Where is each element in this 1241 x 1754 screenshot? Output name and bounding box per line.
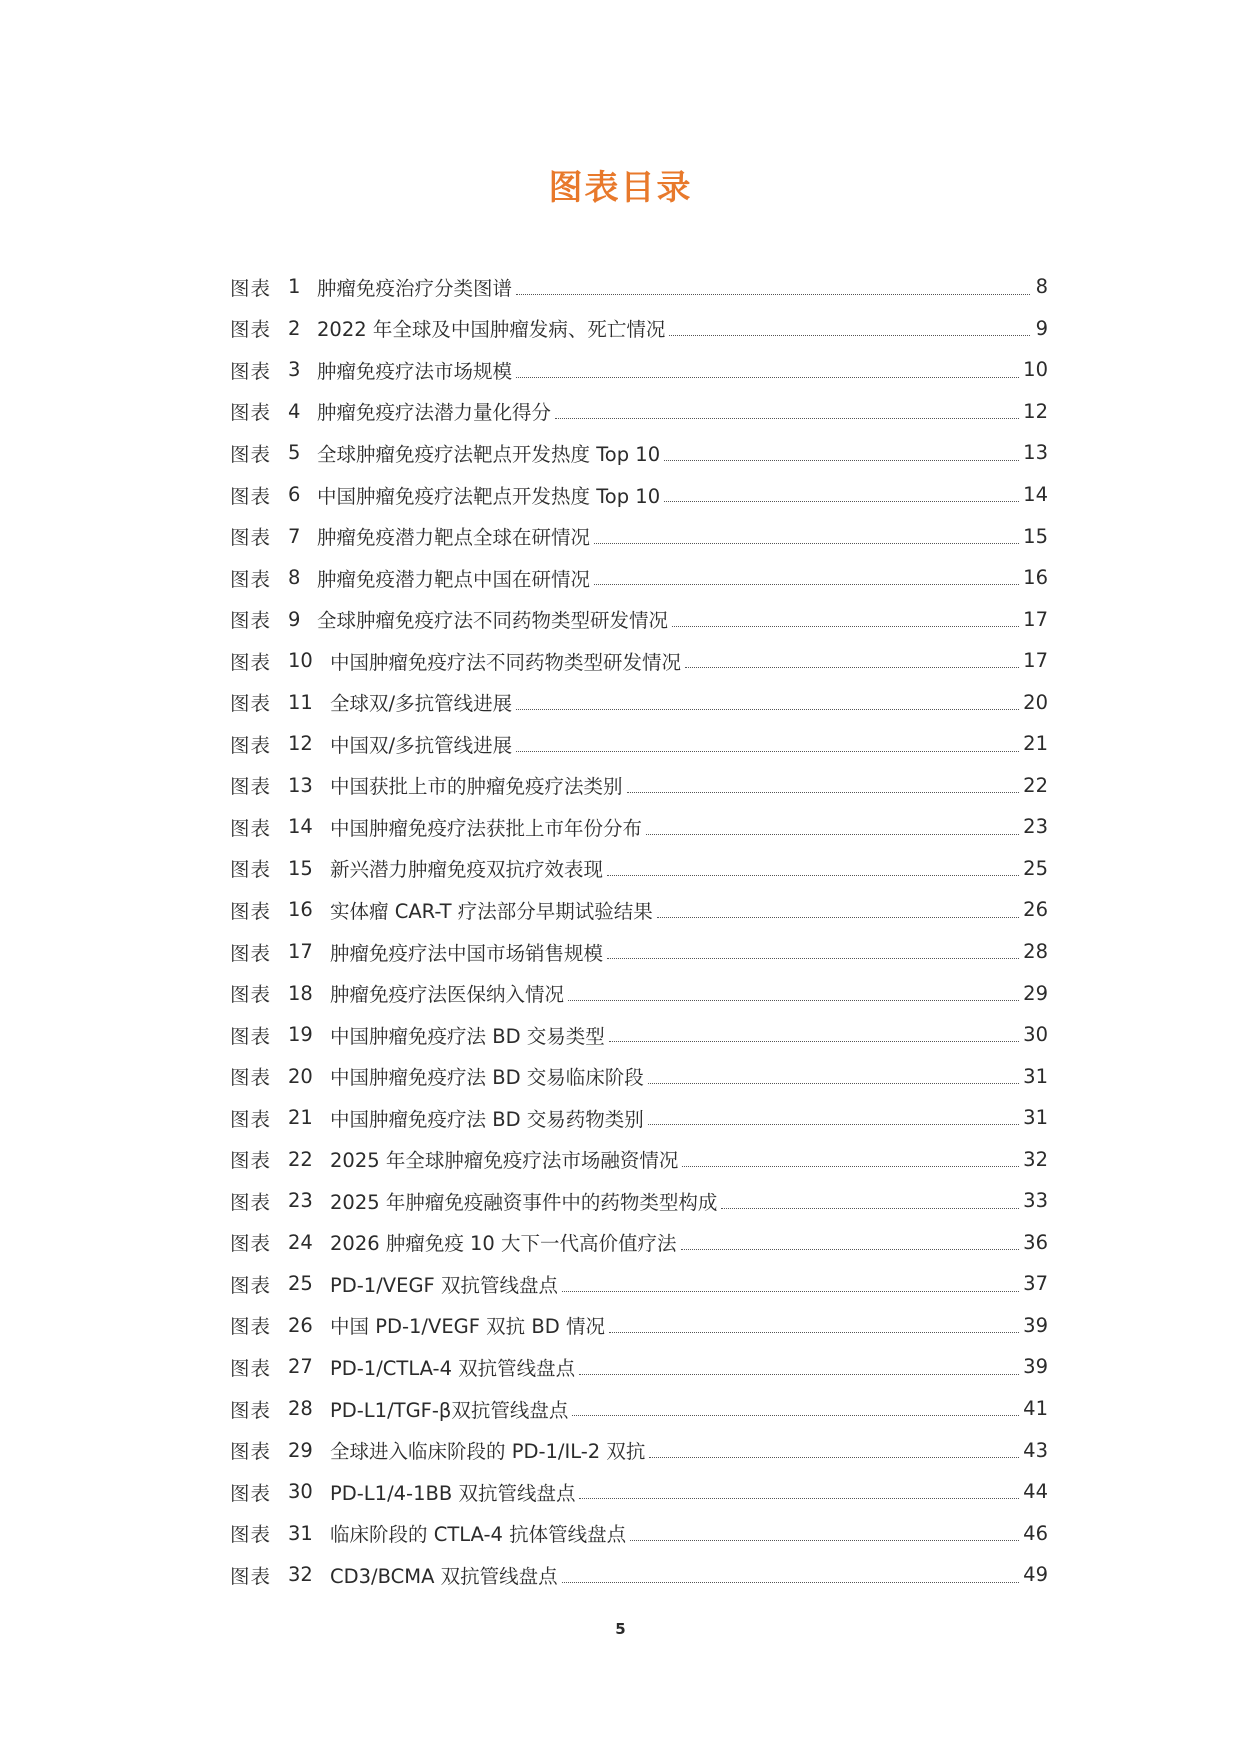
toc-entry[interactable] xyxy=(230,1014,1048,1056)
entry-number: 6 xyxy=(288,483,301,506)
entry-page: 10 xyxy=(1023,358,1048,382)
entry-title: 肿瘤免疫疗法中国市场销售规模 xyxy=(330,941,604,965)
entry-page: 9 xyxy=(1035,316,1048,340)
entry-title: 临床阶段的 CTLA-4 抗体管线盘点 xyxy=(330,1523,627,1547)
entry-label: 图表 xyxy=(230,359,272,383)
entry-title: 2022 年全球及中国肿瘤发病、死亡情况 xyxy=(317,318,666,342)
entry-title: 全球进入临床阶段的 PD-1/IL-2 双抗 xyxy=(330,1440,646,1464)
figure-list xyxy=(230,266,1048,1596)
entry-number: 32 xyxy=(288,1563,313,1587)
toc-entry[interactable] xyxy=(230,1138,1048,1180)
entry-label: 图表 xyxy=(230,983,272,1007)
dot-leader xyxy=(607,957,1019,959)
toc-entry[interactable] xyxy=(230,349,1048,391)
toc-entry[interactable] xyxy=(230,308,1048,350)
entry-number: 1 xyxy=(288,275,301,299)
entry-label: 图表 xyxy=(230,1149,272,1173)
dot-leader xyxy=(579,1497,1019,1499)
dot-leader xyxy=(568,999,1019,1001)
entry-page: 43 xyxy=(1023,1438,1048,1462)
entry-label: 图表 xyxy=(230,526,272,550)
dot-leader xyxy=(562,1290,1019,1292)
entry-label: 图表 xyxy=(230,941,272,965)
entry-page: 39 xyxy=(1023,1313,1048,1337)
entry-page: 13 xyxy=(1023,441,1048,465)
entry-page: 20 xyxy=(1023,690,1048,714)
dot-leader xyxy=(562,1581,1020,1583)
entry-page: 25 xyxy=(1023,856,1048,880)
entry-title: 中国 PD-1/VEGF 双抗 BD 情况 xyxy=(330,1315,605,1339)
entry-title: 2025 年全球肿瘤免疫疗法市场融资情况 xyxy=(330,1149,679,1173)
entry-page: 26 xyxy=(1023,898,1048,922)
entry-title: 中国双/多抗管线进展 xyxy=(330,733,513,757)
dot-leader xyxy=(685,666,1019,668)
toc-entry[interactable] xyxy=(230,391,1048,433)
dot-leader xyxy=(681,1248,1020,1250)
entry-page: 39 xyxy=(1023,1355,1048,1379)
entry-label: 图表 xyxy=(230,276,272,300)
entry-label: 图表 xyxy=(230,692,272,716)
entry-label: 图表 xyxy=(230,1356,272,1380)
toc-entry[interactable] xyxy=(230,640,1048,682)
toc-entry[interactable] xyxy=(230,723,1048,765)
dot-leader xyxy=(682,1165,1019,1167)
entry-title: 肿瘤免疫疗法医保纳入情况 xyxy=(330,983,565,1007)
entry-title: 2025 年肿瘤免疫融资事件中的药物类型构成 xyxy=(330,1190,718,1214)
dot-leader xyxy=(630,1539,1019,1541)
dot-leader xyxy=(664,459,1019,461)
entry-label: 图表 xyxy=(230,1024,272,1048)
toc-entry[interactable] xyxy=(230,1554,1048,1596)
toc-entry[interactable] xyxy=(230,557,1048,599)
entry-page: 15 xyxy=(1023,524,1048,548)
entry-number: 14 xyxy=(288,815,313,839)
entry-number: 27 xyxy=(288,1355,313,1379)
entry-number: 15 xyxy=(288,856,313,880)
entry-number: 25 xyxy=(288,1272,313,1296)
entry-title: 中国肿瘤免疫疗法 BD 交易药物类别 xyxy=(330,1107,644,1131)
entry-page: 41 xyxy=(1023,1397,1048,1421)
entry-title: PD-1/CTLA-4 双抗管线盘点 xyxy=(330,1356,576,1380)
entry-title: PD-L1/TGF-β双抗管线盘点 xyxy=(330,1398,569,1422)
entry-number: 13 xyxy=(288,773,313,797)
entry-number: 22 xyxy=(288,1147,313,1171)
dot-leader xyxy=(579,1373,1019,1375)
dot-leader xyxy=(672,625,1019,627)
entry-page: 32 xyxy=(1023,1147,1048,1171)
entry-page: 22 xyxy=(1023,773,1048,797)
entry-page: 14 xyxy=(1023,483,1048,506)
entry-label: 图表 xyxy=(230,1232,272,1256)
entry-title: PD-1/VEGF 双抗管线盘点 xyxy=(330,1273,558,1297)
entry-title: 中国肿瘤免疫疗法 BD 交易类型 xyxy=(330,1024,605,1048)
dot-leader xyxy=(516,293,1030,295)
dot-leader xyxy=(648,1123,1019,1125)
toc-entry[interactable] xyxy=(230,931,1048,973)
dot-leader xyxy=(516,708,1019,710)
toc-entry[interactable] xyxy=(230,1388,1048,1430)
entry-label: 图表 xyxy=(230,1564,272,1588)
dot-leader xyxy=(669,334,1030,336)
entry-label: 图表 xyxy=(230,484,272,508)
entry-title: PD-L1/4-1BB 双抗管线盘点 xyxy=(330,1481,576,1505)
entry-number: 17 xyxy=(288,940,313,964)
entry-label: 图表 xyxy=(230,733,272,757)
toc-entry[interactable] xyxy=(230,598,1048,640)
dot-leader xyxy=(721,1207,1019,1209)
entry-number: 31 xyxy=(288,1521,313,1545)
entry-number: 21 xyxy=(288,1106,313,1130)
toc-entry[interactable] xyxy=(230,848,1048,890)
entry-page: 37 xyxy=(1023,1272,1048,1296)
entry-label: 图表 xyxy=(230,1440,272,1464)
entry-title: 2026 肿瘤免疫 10 大下一代高价值疗法 xyxy=(330,1232,677,1256)
entry-page: 49 xyxy=(1023,1563,1048,1587)
dot-leader xyxy=(609,1040,1019,1042)
entry-number: 23 xyxy=(288,1189,313,1213)
toc-entry[interactable] xyxy=(230,515,1048,557)
entry-page: 28 xyxy=(1023,940,1048,964)
entry-title: 中国肿瘤免疫疗法获批上市年份分布 xyxy=(330,816,643,840)
toc-entry[interactable] xyxy=(230,1097,1048,1139)
dot-leader xyxy=(649,1456,1019,1458)
dot-leader xyxy=(607,874,1019,876)
entry-number: 16 xyxy=(288,898,313,922)
entry-number: 3 xyxy=(288,358,301,382)
toc-entry[interactable] xyxy=(230,681,1048,723)
entry-number: 8 xyxy=(288,566,301,590)
entry-page: 30 xyxy=(1023,1023,1048,1047)
dot-leader xyxy=(627,791,1020,793)
dot-leader xyxy=(664,500,1019,502)
entry-title: 全球肿瘤免疫疗法靶点开发热度 Top 10 xyxy=(317,442,661,466)
entry-label: 图表 xyxy=(230,816,272,840)
toc-entry[interactable] xyxy=(230,1512,1048,1554)
entry-label: 图表 xyxy=(230,650,272,674)
entry-label: 图表 xyxy=(230,775,272,799)
entry-title: CD3/BCMA 双抗管线盘点 xyxy=(330,1564,558,1588)
dot-leader xyxy=(609,1331,1019,1333)
entry-title: 新兴潜力肿瘤免疫双抗疗效表现 xyxy=(330,858,604,882)
entry-number: 11 xyxy=(288,690,313,714)
entry-page: 12 xyxy=(1023,399,1048,423)
entry-page: 23 xyxy=(1023,815,1048,839)
entry-number: 9 xyxy=(288,607,301,631)
toc-entry[interactable] xyxy=(230,474,1048,516)
entry-title: 肿瘤免疫治疗分类图谱 xyxy=(317,276,513,300)
toc-entry[interactable] xyxy=(230,432,1048,474)
toc-entry[interactable] xyxy=(230,765,1048,807)
entry-page: 44 xyxy=(1023,1480,1048,1504)
toc-entry[interactable] xyxy=(230,1055,1048,1097)
entry-label: 图表 xyxy=(230,1273,272,1297)
page-number: 5 xyxy=(615,1620,626,1638)
entry-label: 图表 xyxy=(230,1107,272,1131)
dot-leader xyxy=(594,583,1019,585)
toc-entry[interactable] xyxy=(230,972,1048,1014)
entry-title: 全球双/多抗管线进展 xyxy=(330,692,513,716)
dot-leader xyxy=(657,916,1019,918)
entry-number: 29 xyxy=(288,1438,313,1462)
entry-number: 24 xyxy=(288,1230,313,1254)
entry-page: 31 xyxy=(1023,1106,1048,1130)
dot-leader xyxy=(594,542,1019,544)
entry-number: 7 xyxy=(288,524,301,548)
dot-leader xyxy=(516,750,1019,752)
entry-title: 中国肿瘤免疫疗法 BD 交易临床阶段 xyxy=(330,1066,644,1090)
dot-leader xyxy=(572,1414,1019,1416)
page-title: 图表目录 xyxy=(548,168,693,208)
entry-number: 18 xyxy=(288,981,313,1005)
entry-page: 21 xyxy=(1023,732,1048,756)
entry-number: 2 xyxy=(288,316,301,340)
entry-number: 19 xyxy=(288,1023,313,1047)
dot-leader xyxy=(516,376,1019,378)
entry-label: 图表 xyxy=(230,1315,272,1339)
toc-entry[interactable] xyxy=(230,1429,1048,1471)
entry-number: 28 xyxy=(288,1397,313,1421)
entry-page: 46 xyxy=(1023,1521,1048,1545)
toc-entry[interactable] xyxy=(230,1263,1048,1305)
entry-label: 图表 xyxy=(230,442,272,466)
dot-leader xyxy=(648,1082,1019,1084)
entry-label: 图表 xyxy=(230,318,272,342)
entry-label: 图表 xyxy=(230,1523,272,1547)
toc-entry[interactable] xyxy=(230,806,1048,848)
entry-label: 图表 xyxy=(230,1398,272,1422)
entry-title: 中国肿瘤免疫疗法靶点开发热度 Top 10 xyxy=(317,484,661,508)
entry-title: 实体瘤 CAR-T 疗法部分早期试验结果 xyxy=(330,899,653,923)
toc-entry[interactable] xyxy=(230,1180,1048,1222)
entry-title: 肿瘤免疫疗法市场规模 xyxy=(317,359,513,383)
toc-entry[interactable] xyxy=(230,1471,1048,1513)
entry-page: 8 xyxy=(1035,275,1048,299)
entry-title: 肿瘤免疫疗法潜力量化得分 xyxy=(317,401,552,425)
entry-label: 图表 xyxy=(230,609,272,633)
toc-entry[interactable] xyxy=(230,266,1048,308)
entry-page: 36 xyxy=(1023,1230,1048,1254)
entry-number: 12 xyxy=(288,732,313,756)
entry-page: 33 xyxy=(1023,1189,1048,1213)
toc-entry[interactable] xyxy=(230,1222,1048,1264)
entry-number: 4 xyxy=(288,399,301,423)
toc-entry[interactable] xyxy=(230,889,1048,931)
entry-page: 17 xyxy=(1023,607,1048,631)
toc-entry[interactable] xyxy=(230,1305,1048,1347)
dot-leader xyxy=(646,833,1019,835)
entry-label: 图表 xyxy=(230,567,272,591)
entry-number: 20 xyxy=(288,1064,313,1088)
entry-number: 26 xyxy=(288,1313,313,1337)
dot-leader xyxy=(555,417,1019,419)
toc-entry[interactable] xyxy=(230,1346,1048,1388)
entry-page: 31 xyxy=(1023,1064,1048,1088)
entry-title: 肿瘤免疫潜力靶点全球在研情况 xyxy=(317,526,591,550)
entry-label: 图表 xyxy=(230,858,272,882)
entry-label: 图表 xyxy=(230,899,272,923)
entry-number: 10 xyxy=(288,649,313,673)
entry-label: 图表 xyxy=(230,401,272,425)
entry-title: 全球肿瘤免疫疗法不同药物类型研发情况 xyxy=(317,609,669,633)
entry-label: 图表 xyxy=(230,1481,272,1505)
entry-title: 中国肿瘤免疫疗法不同药物类型研发情况 xyxy=(330,650,682,674)
entry-page: 17 xyxy=(1023,649,1048,673)
entry-title: 肿瘤免疫潜力靶点中国在研情况 xyxy=(317,567,591,591)
entry-page: 29 xyxy=(1023,981,1048,1005)
entry-number: 30 xyxy=(288,1480,313,1504)
entry-title: 中国获批上市的肿瘤免疫疗法类别 xyxy=(330,775,623,799)
entry-number: 5 xyxy=(288,441,301,465)
entry-page: 16 xyxy=(1023,566,1048,590)
entry-label: 图表 xyxy=(230,1066,272,1090)
entry-label: 图表 xyxy=(230,1190,272,1214)
